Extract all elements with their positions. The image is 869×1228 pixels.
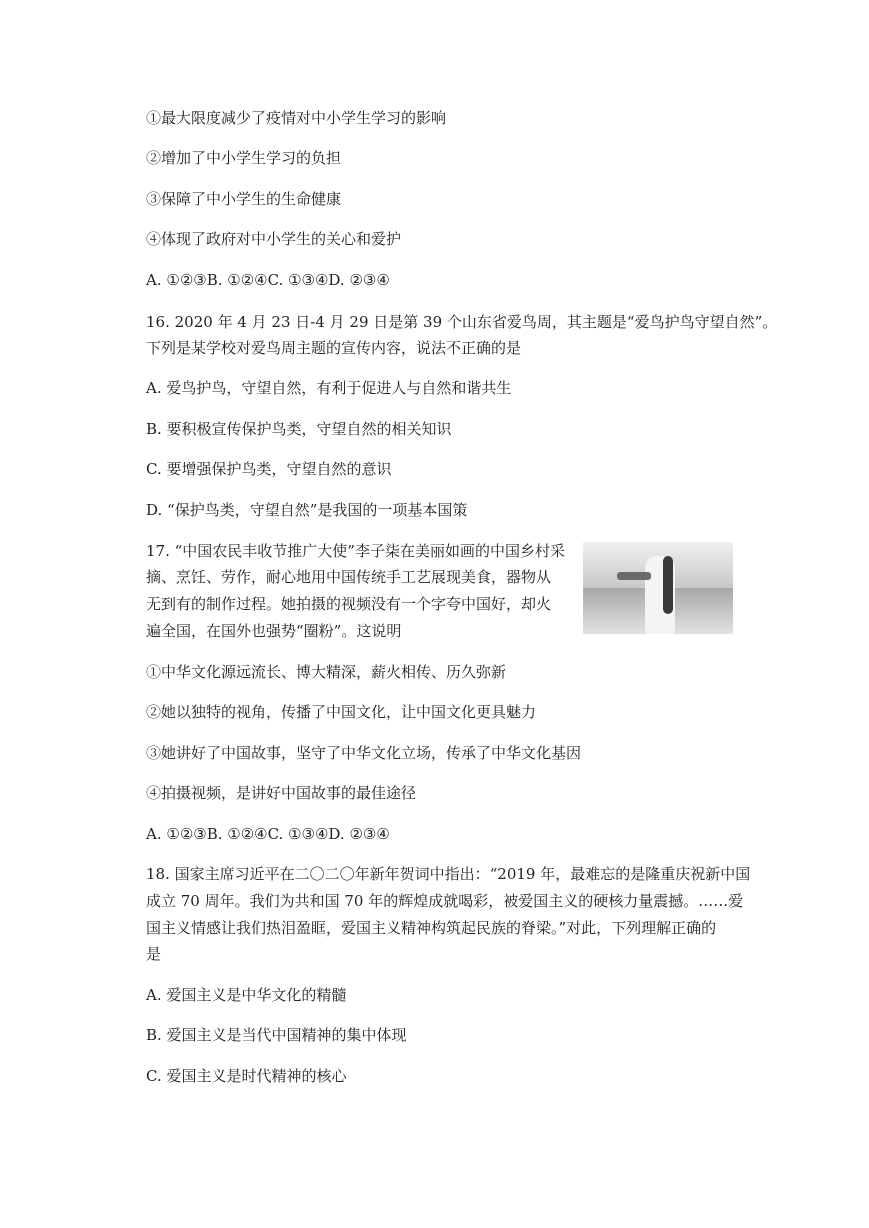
q18-option-a: A. 爱国主义是中华文化的精髓 (146, 986, 347, 1004)
q17-answer-choices: A. ①②③B. ①②④C. ①③④D. ②③④ (146, 825, 390, 843)
q15-option-1: ①最大限度减少了疫情对中小学生学习的影响 (146, 109, 447, 127)
q17-stem-line-1: 17. “中国农民丰收节推广大使”李子柒在美丽如画的中国乡村采 (146, 542, 565, 560)
q16-option-c: C. 要增强保护鸟类，守望自然的意识 (146, 460, 392, 478)
q17-option-1: ①中华文化源远流长、博大精深，薪火相传、历久弥新 (146, 663, 507, 681)
q15-option-2: ②增加了中小学生学习的负担 (146, 149, 342, 167)
q17-stem-line-4: 遍全国，在国外也强势“圈粉”。这说明 (146, 622, 402, 640)
q18-stem-line-1: 18. 国家主席习近平在二〇二〇年新年贺词中指出：“2019 年，最难忘的是隆重庆祝新中国 (146, 865, 751, 883)
q18-stem-line-4: 是 (146, 945, 162, 963)
q17-stem-line-3: 无到有的制作过程。她拍摄的视频没有一个字夸中国好，却火 (146, 595, 552, 613)
q17-option-2: ②她以独特的视角，传播了中国文化，让中国文化更具魅力 (146, 703, 537, 721)
photo-hair (663, 556, 673, 614)
q16-option-d: D. “保护鸟类，守望自然”是我国的一项基本国策 (146, 501, 468, 519)
q18-stem-line-2: 成立 70 周年。我们为共和国 70 年的辉煌成就喝彩，被爱国主义的硬核力量震撼。……爱 (146, 892, 744, 910)
q17-stem-line-2: 摘、烹饪、劳作，耐心地用中国传统手工艺展现美食，器物从 (146, 568, 552, 586)
q18-option-b: B. 爱国主义是当代中国精神的集中体现 (146, 1026, 407, 1044)
q18-option-c: C. 爱国主义是时代精神的核心 (146, 1067, 347, 1085)
q16-option-a: A. 爱鸟护鸟，守望自然，有利于促进人与自然和谐共生 (146, 379, 512, 397)
q16-stem-line-1: 16. 2020 年 4 月 23 日-4 月 29 日是第 39 个山东省爱鸟周，其主题是“爱鸟护鸟守望自然”。 (146, 313, 778, 331)
q15-option-4: ④体现了政府对中小学生的关心和爱护 (146, 230, 402, 248)
q16-stem-line-2: 下列是某学校对爱鸟周主题的宣传内容，说法不正确的是 (146, 339, 522, 357)
photo-basket (617, 572, 651, 580)
q15-answer-choices: A. ①②③B. ①②④C. ①③④D. ②③④ (146, 271, 390, 289)
q16-option-b: B. 要积极宣传保护鸟类，守望自然的相关知识 (146, 420, 452, 438)
q17-option-4: ④拍摄视频，是讲好中国故事的最佳途径 (146, 784, 417, 802)
q17-option-3: ③她讲好了中国故事，坚守了中华文化立场，传承了中华文化基因 (146, 744, 582, 762)
q15-option-3: ③保障了中小学生的生命健康 (146, 190, 342, 208)
q17-photo (583, 542, 733, 634)
q18-stem-line-3: 国主义情感让我们热泪盈眶，爱国主义精神构筑起民族的脊梁。”对此，下列理解正确的 (146, 919, 717, 937)
